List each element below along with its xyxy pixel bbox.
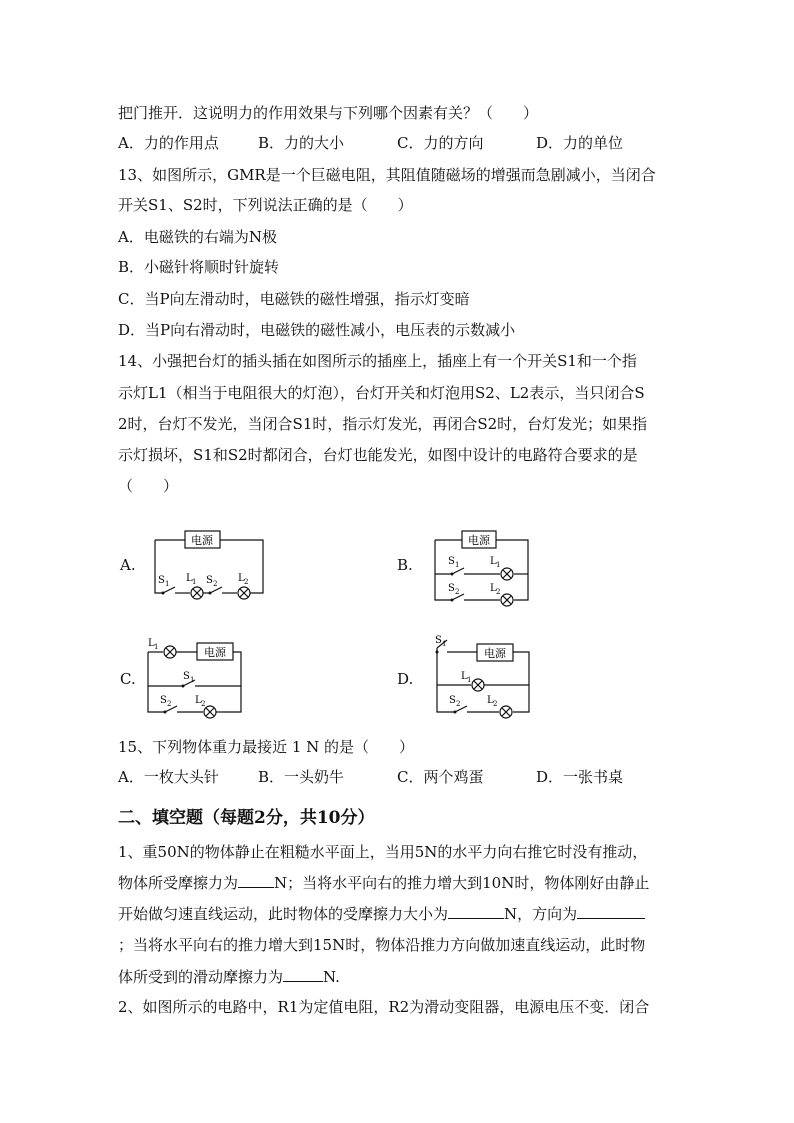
fill1-line4: ；当将水平向右的推力增大到15N时，物体沿推力方向做加速直线运动，此时物 xyxy=(118,936,646,954)
svg-text:S: S xyxy=(160,695,167,706)
svg-text:L: L xyxy=(186,573,193,584)
q15-option-d: D．一张书桌 xyxy=(536,768,624,786)
svg-text:1: 1 xyxy=(467,676,472,684)
q13-option-b: B．小磁针将顺时针旋转 xyxy=(118,258,280,276)
svg-text:2: 2 xyxy=(493,700,498,708)
circuit-b-label: B. xyxy=(397,556,413,574)
svg-text:2: 2 xyxy=(167,700,172,708)
svg-text:S: S xyxy=(158,575,165,586)
svg-text:1: 1 xyxy=(442,640,447,648)
svg-text:L: L xyxy=(490,583,497,594)
svg-text:电源: 电源 xyxy=(484,647,506,660)
svg-text:2: 2 xyxy=(496,588,501,596)
answer-blank[interactable] xyxy=(448,903,504,919)
circuit-diagram-a xyxy=(150,525,275,605)
q14-stem-line3: 2时，台灯不发光，当闭合S1时，指示灯发光，再闭合S2时，台灯发光；如果指 xyxy=(118,415,648,433)
q13-stem-line1: 13、如图所示，GMR是一个巨磁电阻，其阻值随磁场的增强而急剧减小，当闭合 xyxy=(118,166,656,184)
q13-option-a: A．电磁铁的右端为N极 xyxy=(118,228,277,246)
svg-text:L: L xyxy=(238,573,245,584)
svg-text:2: 2 xyxy=(244,578,249,586)
circuit-diagram-c xyxy=(143,637,253,719)
q12-option-c: C．力的方向 xyxy=(397,134,484,152)
answer-blank[interactable] xyxy=(238,872,274,888)
q15-option-c: C．两个鸡蛋 xyxy=(397,768,484,786)
svg-text:1: 1 xyxy=(154,643,159,651)
q14-stem-line5: （ ） xyxy=(118,477,179,495)
svg-text:S: S xyxy=(206,575,213,586)
svg-text:2: 2 xyxy=(213,580,218,588)
svg-text:1: 1 xyxy=(192,578,197,586)
q14-stem-line2: 示灯L1（相当于电阻很大的灯泡），台灯开关和灯泡用S2、L2表示，当只闭合S xyxy=(118,384,645,402)
q15-option-a: A．一枚大头针 xyxy=(118,768,219,786)
circuit-d-label: D. xyxy=(397,670,414,688)
q12-option-a: A．力的作用点 xyxy=(118,134,219,152)
svg-text:1: 1 xyxy=(190,676,195,684)
svg-text:电源: 电源 xyxy=(204,646,226,659)
svg-text:1: 1 xyxy=(165,580,170,588)
svg-text:S: S xyxy=(183,671,190,682)
fill1-line1: 1、重50N的物体静止在粗糙水平面上，当用5N的水平力向右推它时没有推动， xyxy=(118,843,648,861)
q15-stem: 15、下列物体重力最接近 1 N 的是（ ） xyxy=(118,738,415,756)
circuit-c-label: C. xyxy=(120,670,136,688)
q12-stem: 把门推开．这说明力的作用效果与下列哪个因素有关？（ ） xyxy=(118,104,539,122)
svg-text:1: 1 xyxy=(496,561,501,569)
svg-text:S: S xyxy=(448,583,455,594)
q14-stem-line1: 14、小强把台灯的插头插在如图所示的插座上，插座上有一个开关S1和一个指 xyxy=(118,352,637,370)
svg-text:L: L xyxy=(195,695,202,706)
q12-option-d: D．力的单位 xyxy=(536,134,624,152)
svg-text:2: 2 xyxy=(201,700,206,708)
svg-text:S: S xyxy=(449,695,456,706)
circuit-diagram-b xyxy=(430,525,540,607)
answer-blank[interactable] xyxy=(577,903,645,919)
fill2-line1: 2、如图所示的电路中，R1为定值电阻，R2为滑动变阻器，电源电压不变．闭合 xyxy=(118,998,650,1016)
q14-stem-line4: 示灯损坏，S1和S2时都闭合，台灯也能发光，如图中设计的电路符合要求的是 xyxy=(118,446,638,464)
svg-text:L: L xyxy=(461,671,468,682)
q13-stem-line2: 开关S1、S2时，下列说法正确的是（ ） xyxy=(118,196,413,214)
q15-option-b: B．一头奶牛 xyxy=(258,768,345,786)
fill1-line2: 物体所受摩擦力为 N；当将水平向右的推力增大到10N时，物体刚好由静止 xyxy=(118,874,650,892)
fill1-line3: 开始做匀速直线运动，此时物体的受摩擦力大小为 N，方向为 xyxy=(118,903,645,924)
svg-text:1: 1 xyxy=(455,561,460,569)
svg-text:电源: 电源 xyxy=(468,534,490,547)
svg-text:L: L xyxy=(148,638,155,649)
fill1-line5: 体所受到的滑动摩擦力为 N. xyxy=(118,968,340,986)
svg-text:S: S xyxy=(448,556,455,567)
svg-text:S: S xyxy=(435,635,442,646)
circuit-a-label: A. xyxy=(120,556,136,574)
q13-option-d: D．当P向右滑动时，电磁铁的磁性减小，电压表的示数减小 xyxy=(118,321,516,339)
section-heading: 二、填空题（每题2分，共10分） xyxy=(118,808,375,828)
circuit-diagram-d xyxy=(431,632,541,720)
svg-text:L: L xyxy=(490,556,497,567)
svg-text:L: L xyxy=(487,695,494,706)
q13-option-c: C．当P向左滑动时，电磁铁的磁性增强，指示灯变暗 xyxy=(118,290,470,308)
answer-blank[interactable] xyxy=(283,966,323,982)
q12-option-b: B．力的大小 xyxy=(258,134,345,152)
svg-text:2: 2 xyxy=(455,588,460,596)
power-label: 电源 xyxy=(191,534,213,547)
svg-text:2: 2 xyxy=(456,700,461,708)
